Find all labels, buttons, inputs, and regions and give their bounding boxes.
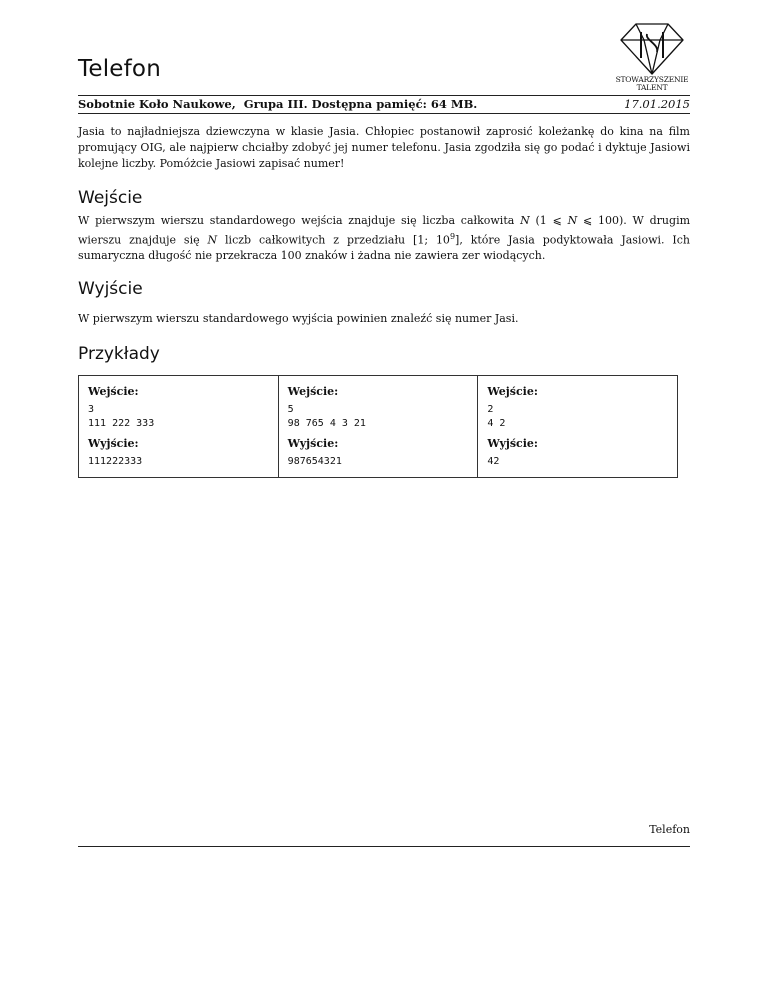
logo-text-line1: STOWARZYSZENIE <box>615 75 689 84</box>
input-heading: Wejście <box>78 188 143 208</box>
page <box>78 0 690 994</box>
example-output-label: Wyjście: <box>88 437 139 450</box>
header-rule-bottom <box>78 113 690 114</box>
example-output: 987654321 <box>287 456 342 467</box>
logo-text-line2: TALENT <box>636 83 668 92</box>
footer-rule <box>78 846 690 847</box>
examples-table <box>78 375 678 478</box>
example-3 <box>478 376 677 477</box>
output-paragraph: W pierwszym wierszu standardowego wyjścia powinien znaleźć się numer Jasi. <box>78 312 519 325</box>
footer-title: Telefon <box>649 823 690 836</box>
intro-paragraph: Jasia to najładniejsza dziewczyna w klasie Jasia. Chłopiec postanowił zaprosić koleżankę do kina na film promujący OIG, ale najpierw chciałby zdobyć jej numer telefonu. Jasia zgodziła się go podać i dyktuje Jasiowi kolejne liczby. Pomóżcie Jasiowi zapisać numer! <box>78 125 690 170</box>
example-output-label: Wyjście: <box>287 437 339 450</box>
example-input: 3 111 222 333 <box>88 404 155 429</box>
info-line <box>78 97 690 111</box>
examples-heading: Przykłady <box>78 344 160 364</box>
page-title: Telefon <box>78 56 161 82</box>
example-output: 42 <box>487 456 500 467</box>
example-input: 2 4 2 <box>487 404 506 429</box>
header-rule-top <box>78 95 690 96</box>
input-paragraph: W pierwszym wierszu standardowego wejścia znajduje się liczba całkowita N (1 ⩽ N ⩽ 100). W drugim wierszu znajduje się N liczb całkowitych z przedziału [1; $10^9$], które Jasia podyktowała Jasiowi. Ich sumaryczna długość nie przekracza 100 znaków i żadna nie zawiera zer wiodących. <box>78 214 691 263</box>
output-heading: Wyjście <box>78 279 143 299</box>
example-input-label: Wejście: <box>487 385 538 398</box>
example-1 <box>79 376 279 477</box>
example-input-label: Wejście: <box>287 385 339 398</box>
example-output-label: Wyjście: <box>487 437 538 450</box>
example-input-label: Wejście: <box>88 385 139 398</box>
contest-info: Sobotnie Koło Naukowe, Grupa III. Dostępna pamięć: 64 MB. <box>78 97 478 111</box>
logo <box>610 20 694 94</box>
example-input: 5 98 765 4 3 21 <box>287 404 366 429</box>
example-2 <box>279 376 479 477</box>
example-output: 111222333 <box>88 456 143 467</box>
diamond-logo-icon <box>619 20 685 76</box>
contest-date: 17.01.2015 <box>624 97 690 111</box>
